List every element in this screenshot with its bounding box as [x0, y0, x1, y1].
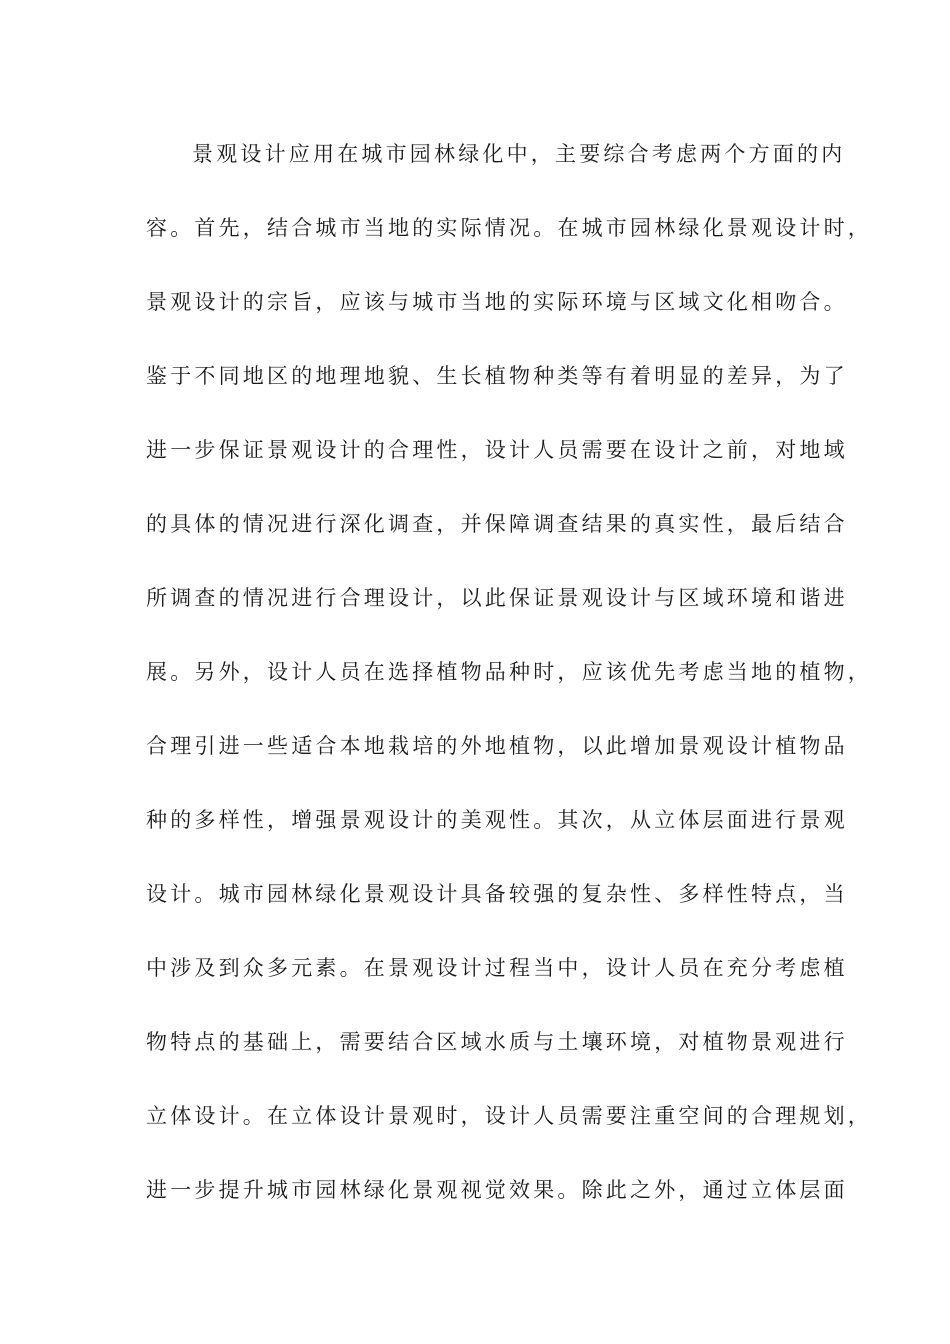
- paragraph-line: 合理引进一些适合本地栽培的外地植物，以此增加景观设计植物品: [146, 734, 848, 758]
- paragraph-line: 容。首先，结合城市当地的实际情况。在城市园林绿化景观设计时，: [146, 216, 872, 240]
- paragraph-line: 物特点的基础上，需要结合区域水质与土壤环境，对植物景观进行: [146, 1030, 848, 1054]
- paragraph-line: 进一步保证景观设计的合理性，设计人员需要在设计之前，对地域: [146, 438, 848, 462]
- paragraph-line: 景观设计应用在城市园林绿化中，主要综合考虑两个方面的内: [192, 142, 846, 166]
- paragraph-line: 进一步提升城市园林绿化景观视觉效果。除此之外，通过立体层面: [146, 1178, 848, 1202]
- paragraph-line: 种的多样性，增强景观设计的美观性。其次，从立体层面进行景观: [146, 808, 848, 832]
- paragraph-line: 设计。城市园林绿化景观设计具备较强的复杂性、多样性特点，当: [146, 882, 848, 906]
- paragraph-line: 中涉及到众多元素。在景观设计过程当中，设计人员在充分考虑植: [146, 956, 848, 980]
- paragraph-line: 展。另外，设计人员在选择植物品种时，应该优先考虑当地的植物，: [146, 660, 872, 684]
- paragraph-line: 景观设计的宗旨，应该与城市当地的实际环境与区域文化相吻合。: [146, 290, 848, 314]
- paragraph-line: 立体设计。在立体设计景观时，设计人员需要注重空间的合理规划，: [146, 1104, 872, 1128]
- paragraph-line: 所调查的情况进行合理设计，以此保证景观设计与区域环境和谐进: [146, 586, 848, 610]
- paragraph-line: 的具体的情况进行深化调查，并保障调查结果的真实性，最后结合: [146, 512, 848, 536]
- paragraph-line: 鉴于不同地区的地理地貌、生长植物种类等有着明显的差异，为了: [146, 364, 848, 388]
